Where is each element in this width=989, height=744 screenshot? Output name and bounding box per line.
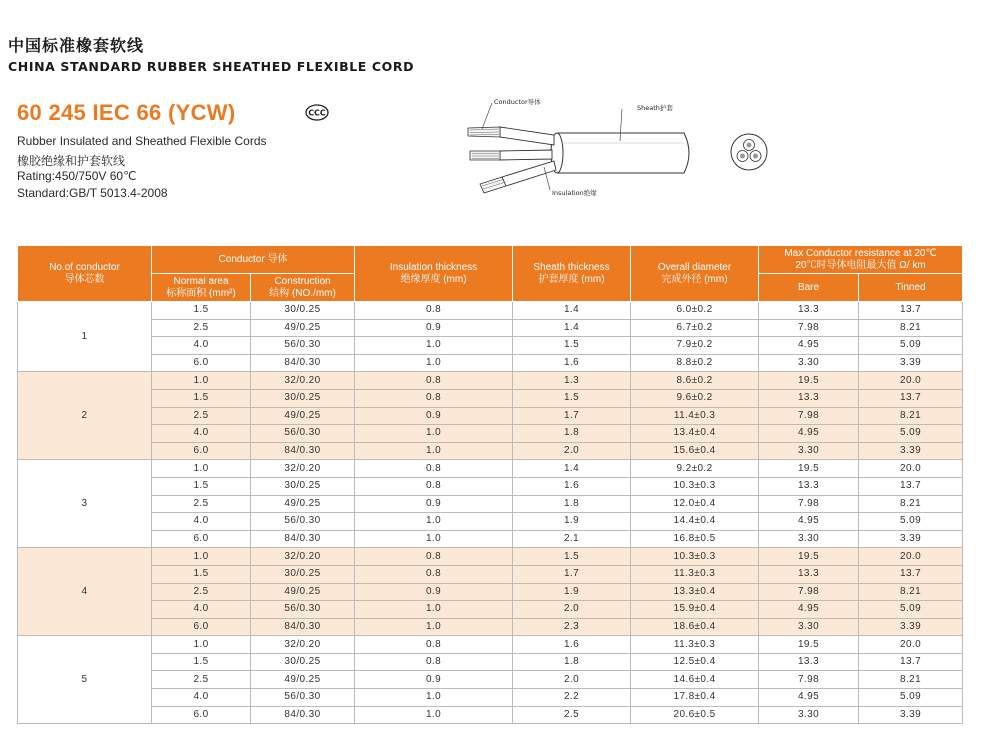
table-cell: 2.5 — [152, 583, 251, 601]
table-cell: 8.21 — [859, 583, 963, 601]
table-cell: 19.5 — [759, 372, 859, 390]
table-cell: 5.09 — [859, 601, 963, 619]
table-cell: 30/0.25 — [251, 653, 355, 671]
table-cell: 7.98 — [759, 319, 859, 337]
table-cell: 0.8 — [355, 548, 513, 566]
table-row — [18, 601, 963, 619]
table-cell: 1.0 — [152, 372, 251, 390]
table-cell: 2.5 — [152, 319, 251, 337]
table-cell: 10.3±0.3 — [631, 548, 759, 566]
table-cell: 4.95 — [759, 689, 859, 707]
table-cell: 5.09 — [859, 513, 963, 531]
table-cell: 0.8 — [355, 302, 513, 320]
table-cell: 13.7 — [859, 302, 963, 320]
product-model: 60 245 IEC 66 (YCW) — [17, 100, 236, 125]
table-cell: 1.0 — [152, 636, 251, 654]
conductor-count-cell: 2 — [18, 372, 152, 460]
table-cell: 49/0.25 — [251, 671, 355, 689]
table-cell: 8.6±0.2 — [631, 372, 759, 390]
table-cell: 1.6 — [513, 354, 631, 372]
page-title-cn: 中国标准橡套软线 — [8, 36, 145, 55]
table-cell: 13.4±0.4 — [631, 425, 759, 443]
table-cell: 49/0.25 — [251, 495, 355, 513]
table-row — [18, 689, 963, 707]
conductor-count-cell: 5 — [18, 636, 152, 724]
table-cell: 13.7 — [859, 653, 963, 671]
table-cell: 11.4±0.3 — [631, 407, 759, 425]
table-cell: 56/0.30 — [251, 425, 355, 443]
table-cell: 13.7 — [859, 477, 963, 495]
table-cell: 1.5 — [513, 337, 631, 355]
conductor-count-cell: 3 — [18, 460, 152, 548]
table-cell: 19.5 — [759, 548, 859, 566]
conductor-label: Conductor导体 — [494, 98, 541, 106]
table-row — [18, 425, 963, 443]
table-cell: 0.9 — [355, 319, 513, 337]
table-cell: 3.39 — [859, 530, 963, 548]
table-cell: 13.3 — [759, 477, 859, 495]
sheath-label: Sheath护套 — [637, 104, 673, 112]
cable-structure-diagram — [462, 95, 692, 205]
table-cell: 2.0 — [513, 601, 631, 619]
table-cell: 49/0.25 — [251, 583, 355, 601]
table-cell: 0.8 — [355, 653, 513, 671]
table-cell: 4.95 — [759, 337, 859, 355]
product-description-cn: 橡胶绝缘和护套软线 — [17, 154, 126, 168]
table-cell: 5.09 — [859, 425, 963, 443]
table-row — [18, 372, 963, 390]
table-cell: 1.8 — [513, 653, 631, 671]
table-cell: 1.5 — [152, 477, 251, 495]
table-cell: 4.95 — [759, 513, 859, 531]
product-description-en: Rubber Insulated and Sheathed Flexible Cords — [17, 134, 267, 148]
table-cell: 1.5 — [152, 389, 251, 407]
table-cell: 8.21 — [859, 671, 963, 689]
table-cell: 1.5 — [152, 565, 251, 583]
table-cell: 3.39 — [859, 618, 963, 636]
conductor-count-cell: 4 — [18, 548, 152, 636]
table-cell: 9.2±0.2 — [631, 460, 759, 478]
table-cell: 7.9±0.2 — [631, 337, 759, 355]
table-cell: 14.6±0.4 — [631, 671, 759, 689]
ccc-certification-icon — [305, 104, 329, 121]
table-cell: 3.39 — [859, 354, 963, 372]
table-cell: 1.8 — [513, 425, 631, 443]
table-cell: 6.0 — [152, 530, 251, 548]
table-row — [18, 460, 963, 478]
table-row — [18, 337, 963, 355]
table-cell: 3.30 — [759, 530, 859, 548]
table-cell: 4.0 — [152, 425, 251, 443]
table-cell: 84/0.30 — [251, 618, 355, 636]
table-cell: 6.0 — [152, 442, 251, 460]
table-cell: 7.98 — [759, 495, 859, 513]
table-cell: 0.8 — [355, 372, 513, 390]
table-cell: 15.6±0.4 — [631, 442, 759, 460]
table-cell: 1.9 — [513, 583, 631, 601]
table-row — [18, 302, 963, 320]
table-cell: 1.3 — [513, 372, 631, 390]
table-cell: 8.21 — [859, 407, 963, 425]
table-cell: 17.8±0.4 — [631, 689, 759, 707]
table-cell: 13.3 — [759, 302, 859, 320]
header-overall-diameter: Overall diameter 完成外径 (mm) — [631, 246, 759, 302]
table-cell: 49/0.25 — [251, 407, 355, 425]
table-cell: 13.3 — [759, 389, 859, 407]
table-cell: 6.0 — [152, 706, 251, 724]
table-cell: 20.0 — [859, 636, 963, 654]
page-title-en: CHINA STANDARD RUBBER SHEATHED FLEXIBLE CORD — [8, 59, 415, 74]
table-cell: 2.2 — [513, 689, 631, 707]
table-row — [18, 407, 963, 425]
conductor-count-cell: 1 — [18, 302, 152, 372]
table-cell: 7.98 — [759, 671, 859, 689]
table-cell: 2.5 — [152, 495, 251, 513]
table-cell: 0.8 — [355, 477, 513, 495]
table-cell: 8.8±0.2 — [631, 354, 759, 372]
table-cell: 1.7 — [513, 407, 631, 425]
table-cell: 32/0.20 — [251, 636, 355, 654]
product-rating: Rating:450/750V 60℃ — [17, 169, 137, 183]
table-cell: 56/0.30 — [251, 337, 355, 355]
table-cell: 1.5 — [152, 302, 251, 320]
table-cell: 56/0.30 — [251, 689, 355, 707]
table-cell: 11.3±0.3 — [631, 636, 759, 654]
table-cell: 20.6±0.5 — [631, 706, 759, 724]
table-cell: 0.9 — [355, 583, 513, 601]
header-sheath-thickness: Sheath thickness 护套厚度 (mm) — [513, 246, 631, 302]
table-cell: 2.0 — [513, 671, 631, 689]
table-row — [18, 495, 963, 513]
table-cell: 12.0±0.4 — [631, 495, 759, 513]
table-cell: 1.5 — [513, 389, 631, 407]
table-cell: 1.0 — [355, 618, 513, 636]
table-cell: 32/0.20 — [251, 460, 355, 478]
table-cell: 9.6±0.2 — [631, 389, 759, 407]
table-cell: 1.6 — [513, 636, 631, 654]
table-cell: 6.7±0.2 — [631, 319, 759, 337]
table-cell: 20.0 — [859, 548, 963, 566]
table-row — [18, 513, 963, 531]
table-cell: 13.3 — [759, 565, 859, 583]
table-cell: 2.3 — [513, 618, 631, 636]
table-cell: 2.5 — [152, 407, 251, 425]
table-cell: 6.0 — [152, 618, 251, 636]
table-cell: 4.95 — [759, 601, 859, 619]
table-cell: 20.0 — [859, 372, 963, 390]
table-cell: 1.8 — [513, 495, 631, 513]
table-cell: 30/0.25 — [251, 565, 355, 583]
table-cell: 3.39 — [859, 442, 963, 460]
table-cell: 13.7 — [859, 565, 963, 583]
table-cell: 1.0 — [355, 337, 513, 355]
table-cell: 4.95 — [759, 425, 859, 443]
table-cell: 30/0.25 — [251, 302, 355, 320]
table-cell: 3.30 — [759, 354, 859, 372]
table-cell: 1.4 — [513, 460, 631, 478]
table-cell: 13.3 — [759, 653, 859, 671]
table-cell: 30/0.25 — [251, 477, 355, 495]
table-cell: 1.0 — [355, 601, 513, 619]
table-cell: 11.3±0.3 — [631, 565, 759, 583]
table-cell: 4.0 — [152, 601, 251, 619]
table-cell: 0.9 — [355, 495, 513, 513]
table-row — [18, 548, 963, 566]
table-cell: 56/0.30 — [251, 513, 355, 531]
table-row — [18, 618, 963, 636]
table-cell: 4.0 — [152, 513, 251, 531]
table-cell: 8.21 — [859, 319, 963, 337]
table-cell: 56/0.30 — [251, 601, 355, 619]
table-cell: 1.0 — [355, 442, 513, 460]
table-cell: 4.0 — [152, 689, 251, 707]
table-cell: 1.0 — [355, 425, 513, 443]
table-cell: 32/0.20 — [251, 372, 355, 390]
table-cell: 3.30 — [759, 618, 859, 636]
table-cell: 1.0 — [355, 689, 513, 707]
table-cell: 3.30 — [759, 442, 859, 460]
table-cell: 1.0 — [152, 460, 251, 478]
table-cell: 84/0.30 — [251, 442, 355, 460]
table-cell: 1.5 — [513, 548, 631, 566]
header-bare: Bare — [759, 274, 859, 302]
table-cell: 15.9±0.4 — [631, 601, 759, 619]
table-cell: 1.0 — [355, 530, 513, 548]
header-tinned: Tinned — [859, 274, 963, 302]
table-cell: 2.0 — [513, 442, 631, 460]
header-conductor: Conductor 导体 — [152, 246, 355, 274]
table-cell: 1.4 — [513, 319, 631, 337]
header-normal-area: Normal area 标称面积 (mm²) — [152, 274, 251, 302]
table-cell: 13.3±0.4 — [631, 583, 759, 601]
table-row — [18, 636, 963, 654]
table-cell: 0.8 — [355, 636, 513, 654]
table-cell: 49/0.25 — [251, 319, 355, 337]
table-row — [18, 671, 963, 689]
svg-text:CCC: CCC — [308, 108, 326, 118]
table-cell: 0.8 — [355, 389, 513, 407]
table-cell: 8.21 — [859, 495, 963, 513]
table-cell: 0.8 — [355, 565, 513, 583]
table-cell: 2.5 — [152, 671, 251, 689]
table-cell: 1.7 — [513, 565, 631, 583]
table-cell: 84/0.30 — [251, 530, 355, 548]
table-row — [18, 319, 963, 337]
table-cell: 32/0.20 — [251, 548, 355, 566]
table-cell: 0.9 — [355, 671, 513, 689]
table-cell: 1.5 — [152, 653, 251, 671]
header-max-resistance: Max Conductor resistance at 20℃ 20℃时导体电阻最大值 Ω/ km — [759, 246, 963, 274]
table-cell: 4.0 — [152, 337, 251, 355]
table-row — [18, 477, 963, 495]
table-cell: 16.8±0.5 — [631, 530, 759, 548]
table-cell: 20.0 — [859, 460, 963, 478]
table-cell: 7.98 — [759, 407, 859, 425]
table-cell: 1.6 — [513, 477, 631, 495]
product-standard: Standard:GB/T 5013.4-2008 — [17, 186, 168, 200]
table-cell: 2.5 — [513, 706, 631, 724]
header-construction: Construction 结构 (NO./mm) — [251, 274, 355, 302]
table-cell: 14.4±0.4 — [631, 513, 759, 531]
table-row — [18, 389, 963, 407]
table-cell: 1.0 — [355, 354, 513, 372]
table-row — [18, 530, 963, 548]
cable-cross-section-diagram — [729, 132, 769, 172]
table-cell: 6.0 — [152, 354, 251, 372]
table-cell: 84/0.30 — [251, 354, 355, 372]
table-row — [18, 583, 963, 601]
header-no-of-conductor: No.of conductor 导体芯数 — [18, 246, 152, 302]
table-cell: 1.0 — [355, 706, 513, 724]
table-cell: 5.09 — [859, 689, 963, 707]
header-insulation-thickness: Insulation thickness 绝缘厚度 (mm) — [355, 246, 513, 302]
table-cell: 13.7 — [859, 389, 963, 407]
table-cell: 10.3±0.3 — [631, 477, 759, 495]
table-cell: 84/0.30 — [251, 706, 355, 724]
table-cell: 0.9 — [355, 407, 513, 425]
table-cell: 19.5 — [759, 636, 859, 654]
table-cell: 1.9 — [513, 513, 631, 531]
table-cell: 2.1 — [513, 530, 631, 548]
table-cell: 1.0 — [355, 513, 513, 531]
table-cell: 30/0.25 — [251, 389, 355, 407]
table-cell: 18.6±0.4 — [631, 618, 759, 636]
specification-table — [17, 245, 963, 724]
table-row — [18, 565, 963, 583]
table-cell: 6.0±0.2 — [631, 302, 759, 320]
table-cell: 19.5 — [759, 460, 859, 478]
table-cell: 1.4 — [513, 302, 631, 320]
insulation-label: Insulation绝缘 — [552, 189, 597, 197]
table-row — [18, 653, 963, 671]
table-row — [18, 354, 963, 372]
table-cell: 3.30 — [759, 706, 859, 724]
table-cell: 3.39 — [859, 706, 963, 724]
table-row — [18, 442, 963, 460]
table-row — [18, 706, 963, 724]
table-cell: 1.0 — [152, 548, 251, 566]
table-cell: 0.8 — [355, 460, 513, 478]
table-cell: 7.98 — [759, 583, 859, 601]
table-cell: 12.5±0.4 — [631, 653, 759, 671]
table-cell: 5.09 — [859, 337, 963, 355]
